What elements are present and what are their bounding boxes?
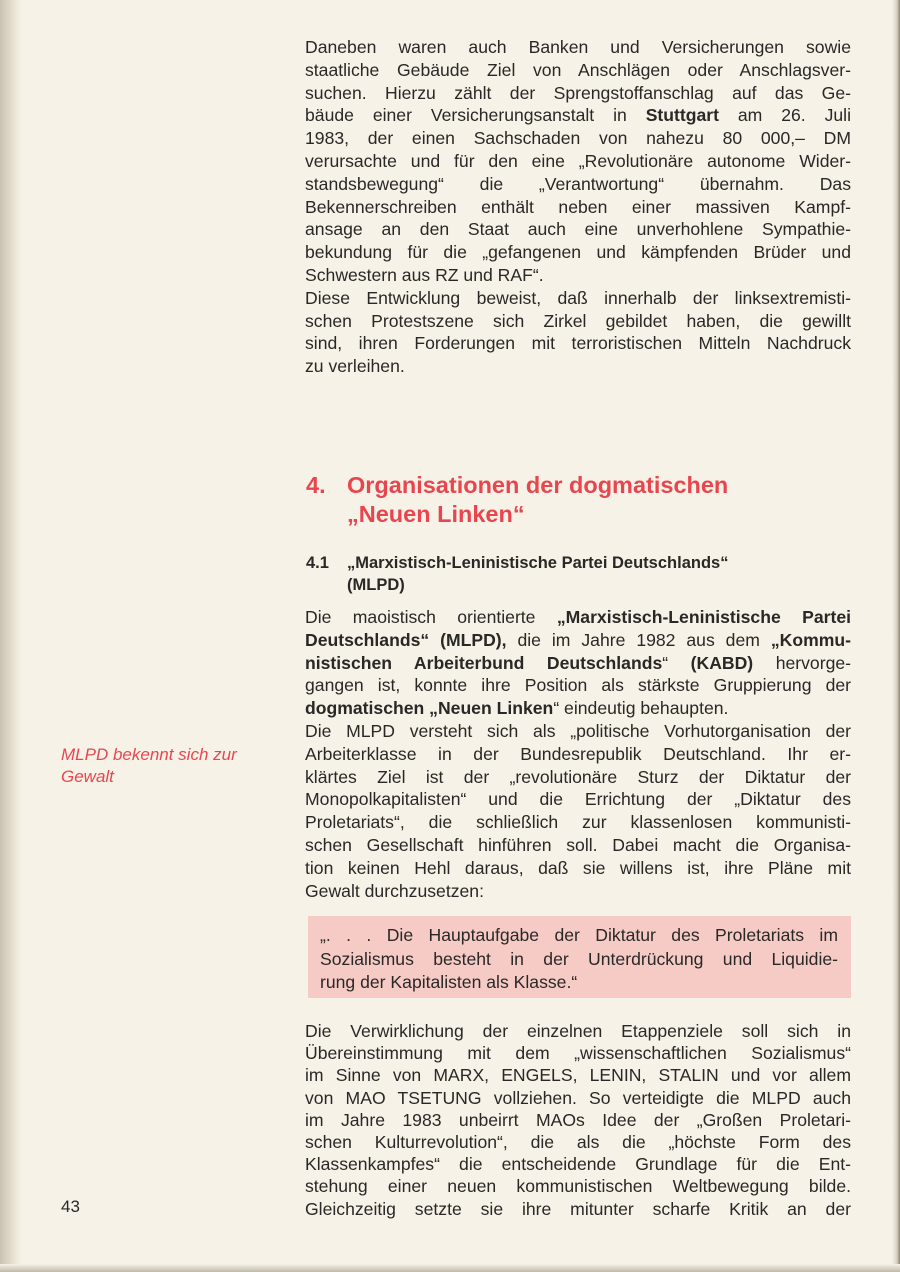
text-run: schen Protestszene sich Zirkel gebildet haben, die gewillt	[305, 310, 851, 331]
text-run: Die Verwirklichung der einzelnen Etappenziele soll sich in	[305, 1021, 851, 1041]
text-run: hervorge-	[753, 652, 851, 673]
text-line	[305, 880, 851, 903]
section-heading	[306, 471, 728, 529]
paragraph-attacks	[305, 36, 851, 378]
text-run: Übereinstimmung mit dem „wissenschaftlichen Sozialismus“	[305, 1043, 851, 1064]
text-line	[305, 1131, 851, 1153]
margin-note	[61, 744, 237, 788]
quote-text	[320, 924, 838, 995]
text-run: standsbewegung“ die „Verantwortung“ übernahm. Das	[305, 173, 851, 194]
text-line	[305, 697, 851, 720]
bold-text: Deutschlands“ (MLPD),	[305, 629, 507, 650]
text-run: Bekennerschreiben enthält neben einer massiven Kampf-	[305, 196, 851, 217]
text-run: am 26. Juli	[718, 105, 851, 126]
text-run: Die maoistisch orientierte	[305, 607, 557, 627]
text-run: Proletariats“, die schließlich zur klassenlosen kommunisti-	[305, 812, 851, 833]
margin-note-line2: Gewalt	[61, 767, 114, 786]
text-run: 1983, der einen Sachschaden von nahezu 80 000,– DM	[305, 128, 851, 149]
page-bottom-edge	[0, 1264, 900, 1272]
text-line	[320, 924, 838, 948]
paragraph-etappenziele	[305, 1020, 851, 1220]
text-run: stehung einer neuen kommunistischen Weltbewegung bilde.	[305, 1176, 851, 1197]
text-run: Monopolkapitalisten“ und die Errichtung der „Diktatur des	[305, 789, 851, 810]
text-run: „. . . Die Hauptaufgabe der Diktatur des Proletariats im	[320, 925, 838, 945]
text-line	[305, 1020, 851, 1042]
text-run: Diese Entwicklung beweist, daß innerhalb der linksextremisti-	[305, 287, 851, 308]
text-run: schen Kulturrevolution“, die als die „höchste Form des	[305, 1131, 851, 1152]
text-line	[305, 287, 851, 310]
text-line	[320, 971, 838, 995]
text-line	[305, 720, 851, 743]
text-run: Gewalt durchzusetzen:	[305, 880, 484, 901]
text-run: gangen ist, konnte ihre Position als stärkste Gruppierung der	[305, 675, 851, 696]
text-line	[305, 104, 851, 127]
text-line	[305, 150, 851, 173]
text-line	[305, 1042, 851, 1064]
text-line	[305, 811, 851, 834]
text-run: Klassenkampfes“ die entscheidende Grundlage für die Ent-	[305, 1154, 851, 1175]
text-run: “	[662, 652, 691, 673]
section-number: 4.	[306, 472, 326, 498]
page-edge	[892, 0, 900, 1272]
text-run: Daneben waren auch Banken und Versicherungen sowie	[305, 37, 851, 57]
text-line	[305, 652, 851, 675]
paragraph-mlpd	[305, 606, 851, 902]
quote-box	[308, 916, 851, 998]
text-line	[305, 1153, 851, 1175]
text-run: ansage an den Staat auch eine unverhohlene Sympathie-	[305, 219, 851, 240]
text-run: im Jahre 1983 unbeirrt MAOs Idee der „Großen Proletari-	[305, 1109, 851, 1130]
subsection-title-line1: „Marxistisch-Leninistische Partei Deutschlands“	[347, 554, 729, 572]
subsection-title-line2: (MLPD)	[347, 576, 405, 594]
text-line	[305, 606, 851, 629]
text-run: von MAO TSETUNG vollziehen. So verteidigte die MLPD auch	[305, 1087, 851, 1108]
section-title-line1: Organisationen der dogmatischen	[347, 472, 729, 498]
text-line	[305, 857, 851, 880]
text-run: sind, ihren Forderungen mit terroristischen Mitteln Nachdruck	[305, 333, 851, 354]
bold-text: „Marxistisch-Leninistische Partei	[556, 607, 852, 627]
text-run: Gleichzeitig setzte sie ihre mitunter scharfe Kritik an der	[305, 1198, 851, 1219]
text-line	[305, 674, 851, 697]
text-line	[305, 1198, 851, 1220]
text-line	[305, 310, 851, 333]
text-line	[305, 82, 851, 105]
text-line	[305, 36, 851, 59]
text-line	[305, 788, 851, 811]
text-run: Schwestern aus RZ und RAF“.	[305, 264, 544, 285]
text-line	[305, 629, 851, 652]
page-number: 43	[61, 1197, 80, 1216]
text-run: schen Gesellschaft hinführen soll. Dabei macht die Organisa-	[305, 834, 851, 855]
text-line	[305, 1064, 851, 1086]
text-run: Die MLPD versteht sich als „politische Vorhutorganisation der	[305, 720, 851, 741]
bold-text: (KABD)	[690, 652, 754, 673]
text-line	[305, 355, 851, 378]
text-line	[305, 1087, 851, 1109]
text-run: staatliche Gebäude Ziel von Anschlägen oder Anschlagsver-	[305, 59, 851, 80]
text-line	[305, 743, 851, 766]
margin-note-line1: MLPD bekennt sich zur	[61, 745, 237, 764]
text-run: die im Jahre 1982 aus dem	[506, 629, 771, 650]
text-run: im Sinne von MARX, ENGELS, LENIN, STALIN und vor allem	[305, 1065, 851, 1086]
text-run: “ eindeutig behaupten.	[553, 698, 729, 719]
text-line	[305, 127, 851, 150]
bold-text: Stuttgart	[645, 105, 719, 126]
bold-text: dogmatischen „Neuen Linken	[305, 698, 554, 719]
text-line	[305, 834, 851, 857]
text-line	[305, 241, 851, 264]
text-run: tion keinen Hehl daraus, daß sie willens ist, ihre Pläne mit	[305, 857, 851, 878]
text-run: rung der Kapitalisten als Klasse.“	[320, 972, 578, 992]
text-run: bäude einer Versicherungsanstalt in	[305, 105, 646, 126]
section-title-line2: „Neuen Linken“	[347, 501, 525, 527]
text-run: zu verleihen.	[305, 356, 405, 377]
text-line	[305, 766, 851, 789]
text-line	[305, 1109, 851, 1131]
text-run: verursachte und für den eine „Revolutionäre autonome Wider-	[305, 150, 851, 171]
text-line	[305, 1175, 851, 1197]
page-gutter-shadow	[0, 0, 22, 1272]
text-line	[305, 332, 851, 355]
text-run: klärtes Ziel ist der „revolutionäre Sturz der Diktatur der	[305, 766, 851, 787]
text-run: Arbeiterklasse in der Bundesrepublik Deutschland. Ihr er-	[305, 743, 851, 764]
text-line	[305, 173, 851, 196]
bold-text: nistischen Arbeiterbund Deutschlands	[305, 652, 663, 673]
bold-text: „Kommu-	[770, 629, 851, 650]
text-line	[305, 218, 851, 241]
text-line	[320, 948, 838, 972]
text-run: bekundung für die „gefangenen und kämpfenden Brüder und	[305, 242, 851, 263]
subsection-heading	[306, 552, 728, 596]
text-line	[305, 264, 851, 287]
text-run: suchen. Hierzu zählt der Sprengstoffanschlag auf das Ge-	[305, 82, 851, 103]
text-run: Sozialismus besteht in der Unterdrückung und Liquidie-	[320, 948, 838, 969]
text-line	[305, 59, 851, 82]
subsection-number: 4.1	[306, 554, 329, 572]
text-line	[305, 196, 851, 219]
